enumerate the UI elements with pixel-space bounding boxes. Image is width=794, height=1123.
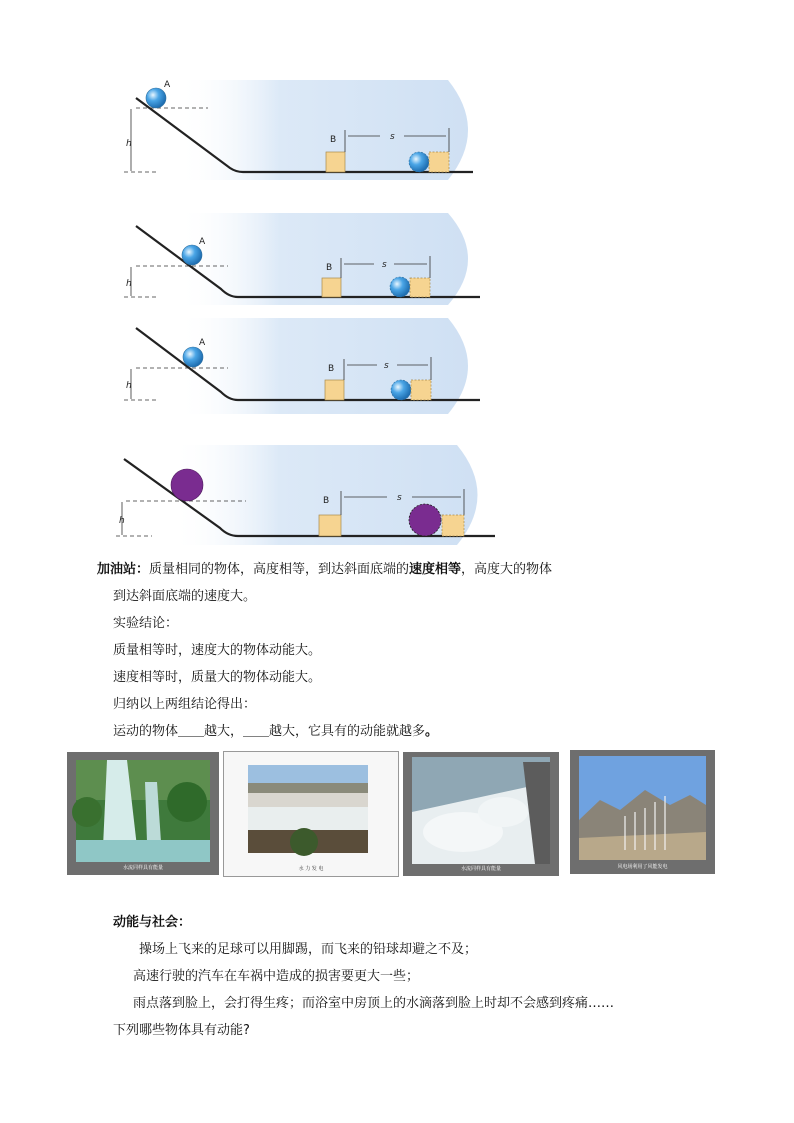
- ball-a: [183, 347, 203, 367]
- block-final: [411, 380, 431, 400]
- experiment-figure-1: [118, 80, 488, 180]
- experiment-figure-4: [112, 445, 498, 545]
- tip-line: [97, 561, 552, 579]
- photo-caption: 水 力 发 电: [298, 866, 324, 872]
- ball-final: [390, 277, 410, 297]
- tip-part2: ，高度大的物体: [461, 562, 553, 577]
- experiment-figure-3: [118, 318, 488, 414]
- block-b: [326, 152, 345, 172]
- photo-dam: [223, 751, 399, 877]
- ball-final: [409, 152, 429, 172]
- conclusion-title: 实验结论：: [113, 616, 179, 631]
- ball-a: [146, 88, 166, 108]
- block-b: [319, 515, 341, 536]
- label-s: s: [384, 361, 389, 371]
- tip-part1: 质量相同的物体，高度相等，到达斜面底端的: [149, 562, 410, 577]
- label-b: B: [328, 364, 335, 374]
- photo-windfarm: [570, 750, 715, 874]
- society-title: 动能与社会：: [113, 915, 192, 930]
- big-ball-final: [409, 504, 441, 536]
- summary-intro: 归纳以上两组结论得出：: [113, 697, 257, 712]
- height-label: h: [119, 516, 125, 526]
- tip-bold: 速度相等: [409, 562, 462, 577]
- block-final: [429, 152, 449, 172]
- society-question: 下列哪些物体具有动能?: [113, 1023, 250, 1038]
- label-s: s: [382, 260, 387, 270]
- photo-caption: 风电场利用了风能发电: [617, 864, 668, 870]
- ball-a: [182, 245, 202, 265]
- conclusion-1: 质量相等时，速度大的物体动能大。: [113, 643, 322, 658]
- label-a: A: [164, 80, 171, 90]
- label-b: B: [323, 496, 330, 506]
- block-b: [322, 278, 341, 297]
- experiment-figure-2: [118, 213, 488, 305]
- big-ball: [171, 469, 203, 501]
- block-final: [410, 278, 430, 297]
- photo-spillway: [403, 752, 559, 876]
- label-s: s: [390, 132, 395, 142]
- summary-end: 。: [425, 724, 439, 739]
- summary-line: [113, 723, 438, 741]
- height-label: h: [126, 381, 132, 391]
- society-line-3: 雨点落到脸上，会打得生疼；而浴室中房顶上的水滴落到脸上时却不会感到疼痛……: [133, 996, 615, 1011]
- summary-text: 运动的物体＿＿越大，＿＿越大，它具有的动能就越多: [113, 724, 426, 739]
- photo-caption: 水流同样具有能量: [122, 865, 163, 871]
- block-final: [442, 515, 464, 536]
- label-b: B: [326, 263, 333, 273]
- height-label: h: [126, 139, 132, 149]
- label-s: s: [397, 493, 402, 503]
- conclusion-2: 速度相等时，质量大的物体动能大。: [113, 670, 322, 685]
- tip-line-2: 到达斜面底端的速度大。: [113, 589, 257, 604]
- photo-caption: 水流同样具有能量: [460, 866, 501, 872]
- society-line-2: 高速行驶的汽车在车祸中造成的损害要更大一些；: [133, 969, 420, 984]
- height-label: h: [126, 279, 132, 289]
- label-b: B: [330, 135, 337, 145]
- ball-final: [391, 380, 411, 400]
- society-line-1: 操场上飞来的足球可以用脚踢，而飞来的铅球却避之不及；: [139, 942, 478, 957]
- label-a: A: [199, 237, 206, 247]
- tip-prefix: 加油站：: [97, 562, 150, 577]
- block-b: [325, 380, 344, 400]
- photo-waterfall: [67, 752, 219, 875]
- label-a: A: [199, 338, 206, 348]
